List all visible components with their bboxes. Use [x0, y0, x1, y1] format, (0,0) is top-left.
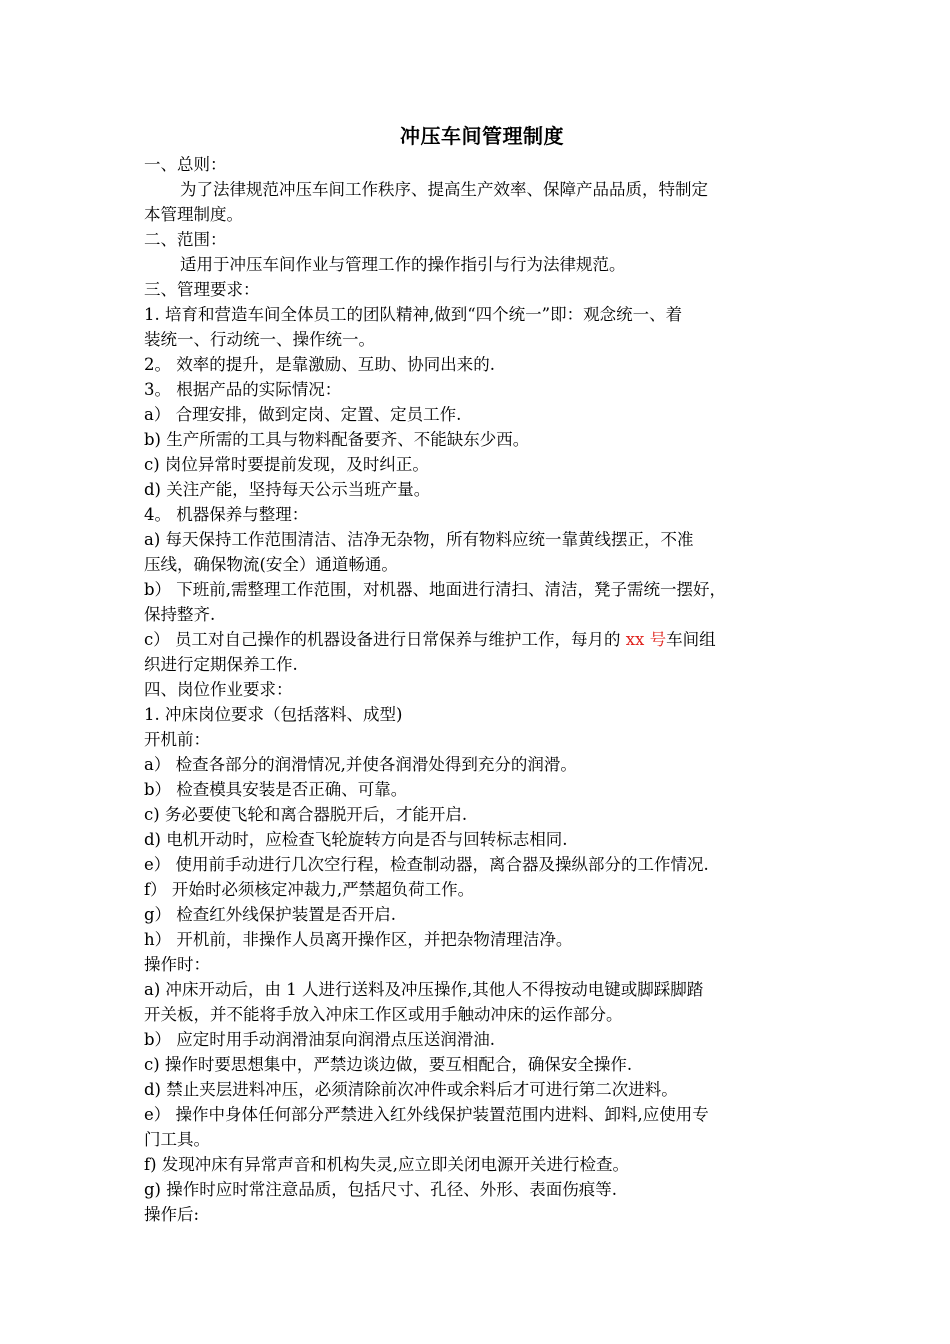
list-item: f) 发现冲床有异常声音和机构失灵,应立即关闭电源开关进行检查。 — [144, 1155, 630, 1174]
highlighted-date-placeholder: xx 号 — [625, 630, 667, 649]
list-item: a） 合理安排，做到定岗、定置、定员工作. — [144, 405, 462, 424]
list-item: d) 电机开动时，应检查飞轮旋转方向是否与回转标志相同. — [144, 830, 568, 849]
subheading-after-operation: 操作后: — [144, 1205, 200, 1224]
list-item-text: c） 员工对自己操作的机器设备进行日常保养与维护工作，每月的 — [144, 630, 626, 649]
document-title: 冲压车间管理制度 — [400, 124, 564, 148]
list-item: e） 操作中身体任何部分严禁进入红外线保护装置范围内进料、卸料,应使用专 — [144, 1105, 709, 1124]
document-body — [144, 122, 820, 1227]
list-item: h） 开机前，非操作人员离开操作区，并把杂物清理洁净。 — [144, 930, 573, 949]
list-item: c) 岗位异常时要提前发现，及时纠正。 — [144, 455, 429, 474]
list-item: b） 下班前,需整理工作范围，对机器、地面进行清扫、清洁，凳子需统一摆好， — [144, 580, 727, 599]
section-heading-job-requirements: 四、岗位作业要求： — [144, 680, 293, 699]
list-item: g） 检查红外线保护装置是否开启. — [144, 905, 397, 924]
list-item: b) 生产所需的工具与物料配备要齐、不能缺东少西。 — [144, 430, 530, 449]
list-item: c) 务必要使飞轮和离合器脱开后，才能开启. — [144, 805, 468, 824]
section-heading-general: 一、总则： — [144, 155, 227, 174]
list-item-continuation: 开关板，并不能将手放入冲床工作区或用手触动冲床的运作部分。 — [144, 1005, 623, 1024]
list-item-continuation: 保持整齐. — [144, 605, 216, 624]
paragraph-line: 为了法律规范冲压车间工作秩序、提高生产效率、保障产品品质，特制定 — [180, 180, 708, 199]
list-item: d) 禁止夹层进料冲压，必须清除前次冲件或余料后才可进行第二次进料。 — [144, 1080, 678, 1099]
subheading-during-operation: 操作时： — [144, 955, 210, 974]
list-item: b） 应定时用手动润滑油泵向润滑点压送润滑油. — [144, 1030, 496, 1049]
list-item: b） 检查模具安装是否正确、可靠。 — [144, 780, 408, 799]
list-item-continuation: 门工具。 — [144, 1130, 210, 1149]
list-item: 2。 效率的提升，是靠激励、互助、协同出来的. — [144, 355, 495, 374]
list-item-continuation: 装统一、行动统一、操作统一。 — [144, 330, 375, 349]
list-item: f） 开始时必须核定冲裁力,严禁超负荷工作。 — [144, 880, 475, 899]
list-item: a) 每天保持工作范围清洁、洁净无杂物，所有物料应统一靠黄线摆正，不准 — [144, 530, 694, 549]
list-item: c) 操作时要思想集中，严禁边谈边做，要互相配合，确保安全操作. — [144, 1055, 633, 1074]
subheading-before-start: 开机前： — [144, 730, 210, 749]
section-heading-scope: 二、范围： — [144, 230, 227, 249]
list-item-continuation: 压线，确保物流(安全）通道畅通。 — [144, 555, 398, 574]
list-item: 1. 冲床岗位要求（包括落料、成型) — [144, 705, 403, 724]
list-item-continuation: 织进行定期保养工作. — [144, 655, 298, 674]
list-item: e） 使用前手动进行几次空行程，检查制动器，离合器及操纵部分的工作情况. — [144, 855, 709, 874]
list-item: a） 检查各部分的润滑情况,并使各润滑处得到充分的润滑。 — [144, 755, 577, 774]
list-item-text: 车间组 — [666, 630, 716, 649]
list-item — [144, 627, 820, 652]
list-item: g) 操作时应时常注意品质，包括尺寸、孔径、外形、表面伤痕等. — [144, 1180, 617, 1199]
paragraph-line: 适用于冲压车间作业与管理工作的操作指引与行为法律规范。 — [180, 255, 626, 274]
list-item: d) 关注产能，坚持每天公示当班产量。 — [144, 480, 431, 499]
list-item: 1. 培育和营造车间全体员工的团队精神,做到“四个统一”即：观念统一、着 — [144, 305, 683, 324]
list-item: 4。 机器保养与整理： — [144, 505, 309, 524]
paragraph-line: 本管理制度。 — [144, 205, 243, 224]
section-heading-management: 三、管理要求： — [144, 280, 260, 299]
list-item: a) 冲床开动后，由 1 人进行送料及冲压操作,其他人不得按动电键或脚踩脚踏 — [144, 980, 704, 999]
list-item: 3。 根据产品的实际情况： — [144, 380, 342, 399]
